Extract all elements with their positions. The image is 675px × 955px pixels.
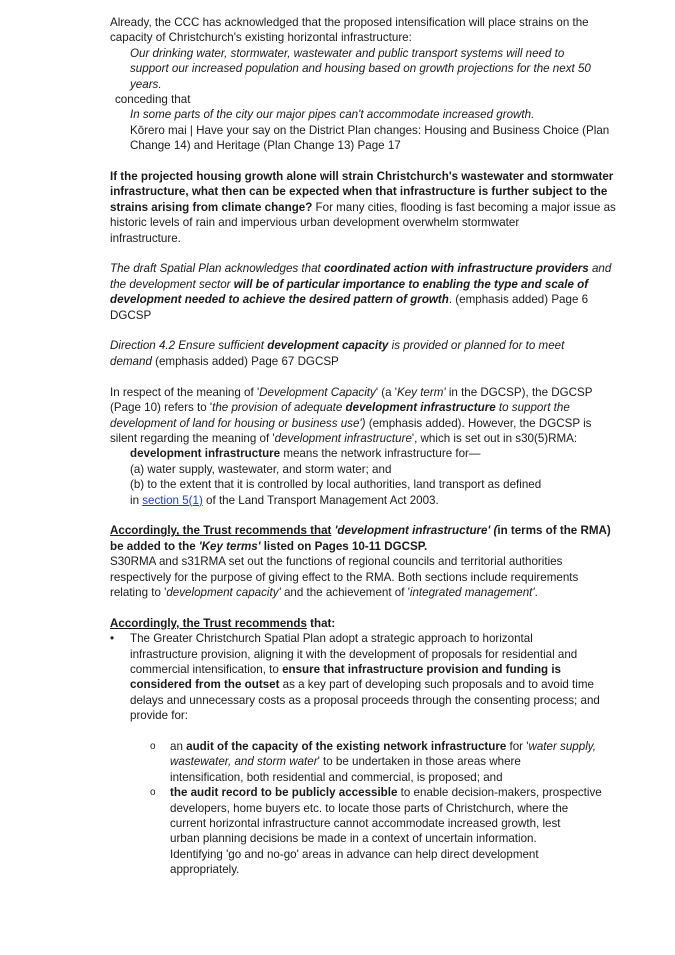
text-line: relating to 'development capacity' and the achievement of 'integrated management'. bbox=[110, 585, 538, 599]
text-line: infrastructure. bbox=[110, 231, 181, 245]
text-line: capacity of Christchurch's existing horizontal infrastructure: bbox=[110, 31, 412, 45]
text-line: developers, home buyers etc. to locate those parts of Christchurch, where the bbox=[170, 801, 569, 815]
section-5-1-link[interactable]: section 5(1) bbox=[142, 493, 203, 507]
text-line: conceding that bbox=[115, 93, 191, 107]
text-line: appropriately. bbox=[170, 863, 240, 877]
text-line: urban planning decisions be made in a context of uncertain information. bbox=[170, 832, 537, 846]
paragraph-trust-recommendation-2 bbox=[110, 616, 600, 878]
text-line: development needed to achieve the desired pattern of growth. (emphasis added) Page 6 bbox=[110, 293, 589, 307]
text-line: the audit record to be publicly accessible to enable decision-makers, prospective bbox=[170, 786, 602, 800]
quote-line: In some parts of the city our major pipes can't accommodate increased growth. bbox=[130, 108, 535, 122]
paragraph-climate-change bbox=[110, 169, 616, 246]
text-line: provide for: bbox=[130, 709, 188, 723]
definition-line: development infrastructure means the network infrastructure for— bbox=[130, 447, 481, 461]
text-line: infrastructure provision, aligning it with the development of proposals for residential and bbox=[130, 647, 578, 661]
text-line: the development sector will be of particular importance to enabling the type and scale of bbox=[110, 277, 589, 291]
document-page bbox=[110, 15, 616, 878]
text-line: strains arising from climate change? For many cities, flooding is fast becoming a major issue as bbox=[110, 200, 616, 214]
text-line: Already, the CCC has acknowledged that the proposed intensification will place strains on the bbox=[110, 16, 589, 29]
definition-line: (a) water supply, wastewater, and storm water; and bbox=[130, 462, 392, 476]
text-line: If the projected housing growth alone will strain Christchurch's wastewater and stormwater bbox=[110, 170, 614, 184]
text-line: S30RMA and s31RMA set out the functions of regional councils and territorial authorities bbox=[110, 555, 563, 569]
text-line: Identifying 'go and no-go' areas in advance can help direct development bbox=[170, 847, 539, 861]
bullet-icon: • bbox=[110, 632, 115, 646]
text-line: considered from the outset as a key part of developing such proposals and to avoid time bbox=[130, 678, 594, 692]
circle-bullet-icon: o bbox=[150, 787, 156, 799]
text-line: The draft Spatial Plan acknowledges that coordinated action with infrastructure providers and bbox=[110, 262, 612, 276]
paragraph-development-capacity bbox=[110, 385, 600, 508]
definition-line: in section 5(1) of the Land Transport Management Act 2003. bbox=[130, 493, 439, 507]
reference-line: Change 14) and Heritage (Plan Change 13) Page 17 bbox=[130, 139, 401, 153]
text-line: demand (emphasis added) Page 67 DGCSP bbox=[110, 354, 339, 368]
text-line: development of land for housing or business use') (emphasis added). However, the DGCSP is bbox=[110, 416, 592, 430]
circle-bullet-icon: o bbox=[150, 740, 156, 752]
text-line: wastewater, and storm water' to be undertaken in those areas where bbox=[170, 755, 521, 769]
text-line: commercial intensification, to ensure that infrastructure provision and funding is bbox=[130, 662, 562, 676]
list-item bbox=[110, 631, 600, 723]
paragraph-ccc-acknowledgement bbox=[110, 15, 610, 154]
text-line: respectively for the purpose of giving effect to the RMA. Both sections include requirements bbox=[110, 570, 579, 584]
text-line: DGCSP bbox=[110, 308, 152, 322]
text-line: Accordingly, the Trust recommends that: bbox=[110, 616, 336, 630]
text-line: In respect of the meaning of 'Development Capacity' (a 'Key term' in the DGCSP), the DGCSP bbox=[110, 385, 593, 399]
text-line: silent regarding the meaning of 'development infrastructure', which is set out in s30(5)RMA: bbox=[110, 431, 578, 445]
quote-line: support our increased population and housing based on growth projections for the next 50 bbox=[130, 62, 591, 76]
text-line: The Greater Christchurch Spatial Plan adopt a strategic approach to horizontal bbox=[130, 632, 533, 646]
quote-line: Our drinking water, stormwater, wastewater and public transport systems will need to bbox=[130, 46, 565, 60]
text-line: intensification, both residential and commercial, is proposed; and bbox=[170, 770, 503, 784]
paragraph-trust-recommendation-1 bbox=[110, 523, 611, 600]
reference-line: Kōrero mai | Have your say on the District Plan changes: Housing and Business Choice (Plan bbox=[130, 123, 610, 137]
text-line: Direction 4.2 Ensure sufficient development capacity is provided or planned for to meet bbox=[110, 339, 565, 353]
sub-list-item bbox=[110, 739, 600, 785]
paragraph-spatial-plan bbox=[110, 261, 612, 323]
text-line: delays and unnecessary costs as a proposal proceeds through the consenting process; and bbox=[130, 693, 600, 707]
text-line: current horizontal infrastructure cannot accommodate increased growth, lest bbox=[170, 817, 561, 831]
definition-line: (b) to the extent that it is controlled by local authorities, land transport as defined bbox=[130, 478, 542, 492]
text-line: an audit of the capacity of the existing network infrastructure for 'water supply, bbox=[170, 739, 596, 753]
text-line: historic levels of rain and impervious urban development overwhelm stormwater bbox=[110, 216, 520, 230]
quote-line: years. bbox=[130, 77, 162, 91]
text-line: infrastructure, what then can be expected when that infrastructure is further subject to the bbox=[110, 185, 608, 199]
text-line: Accordingly, the Trust recommends that 'development infrastructure' (in terms of the RMA) bbox=[110, 524, 611, 538]
text-line: be added to the 'Key terms' listed on Pages 10-11 DGCSP. bbox=[110, 539, 428, 553]
paragraph-direction-4-2 bbox=[110, 338, 600, 369]
text-line: (Page 10) refers to 'the provision of adequate development infrastructure to support the bbox=[110, 401, 570, 415]
sub-list-item bbox=[110, 785, 600, 877]
